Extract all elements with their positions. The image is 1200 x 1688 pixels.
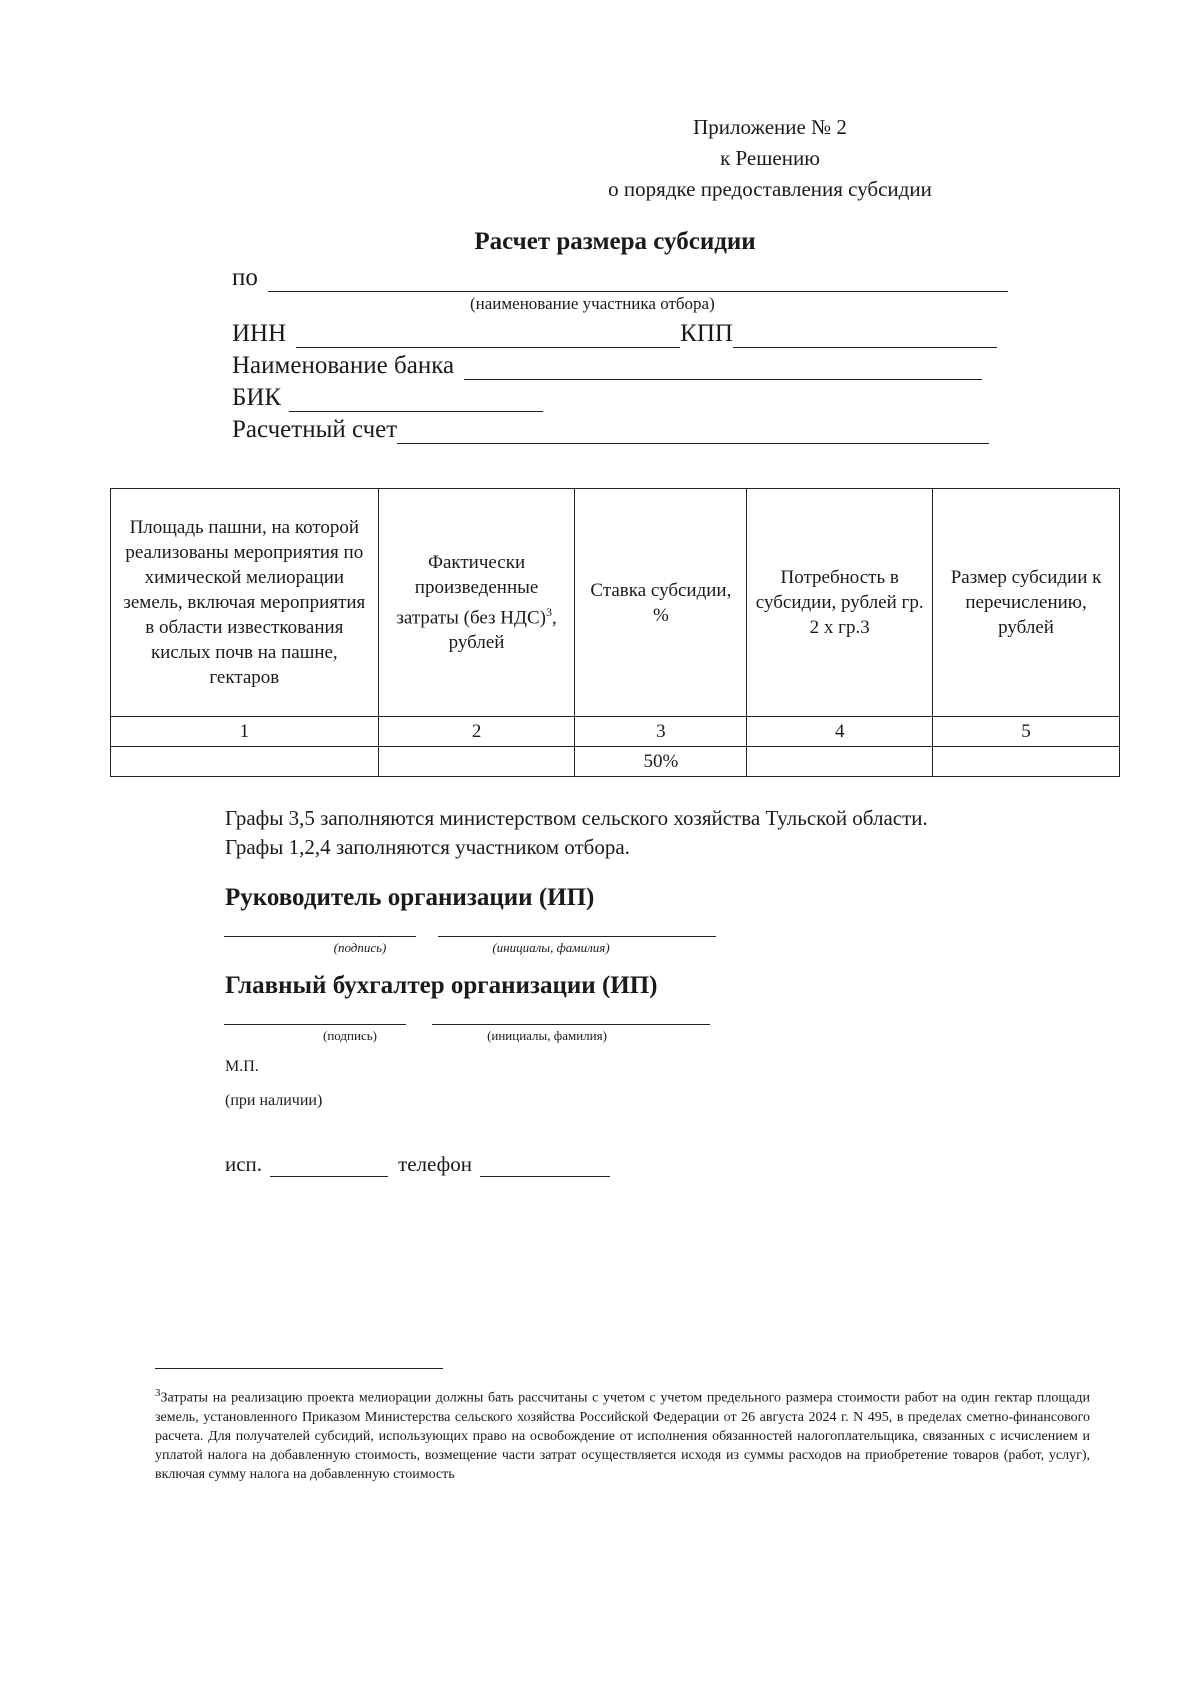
stamp-note: (при наличии) bbox=[225, 1092, 323, 1109]
bank-row bbox=[232, 352, 982, 380]
bik-row bbox=[232, 384, 543, 412]
cell-need[interactable] bbox=[747, 747, 933, 777]
note-line-2: Графы 1,2,4 заполняются участником отбора. bbox=[225, 835, 630, 859]
cell-rate: 50% bbox=[575, 747, 747, 777]
head-signature-caption: (подпись) bbox=[333, 940, 387, 955]
cell-amount bbox=[933, 747, 1120, 777]
footnote-text: Затраты на реализацию проекта мелиорации должны бать рассчитаны с учетом с учетом предельного размера стоимости работ на один гектар площади земель, установленного Приказом Министерства сельского хозяйства Российской Федерации от 26 августа 2024 г. N 495, в пределах сметно-финансового расчета. Для получателей субсидий, использующих право на освобождение от исполнения обязанностей налогоплательщика, связанных с исчислением и уплатой налога на добавленную стоимость, возмещение части затрат осуществляется исходя из суммы расходов на приобретение товаров (работ, услуг), включая сумму налога на добавленную стоимость bbox=[155, 1390, 1090, 1482]
bank-line[interactable] bbox=[464, 357, 982, 380]
column-number: 4 bbox=[747, 717, 933, 747]
head-name-caption: (инициалы, фамилия) bbox=[492, 940, 610, 955]
table-number-row bbox=[111, 717, 1120, 747]
column-number: 2 bbox=[378, 717, 575, 747]
column-number: 1 bbox=[111, 717, 379, 747]
cell-costs[interactable] bbox=[378, 747, 575, 777]
appendix-line-3: о порядке предоставления субсидии bbox=[608, 177, 932, 201]
header-rate: Ставка субсидии, % bbox=[575, 489, 747, 717]
accountant-signature-line[interactable] bbox=[224, 1024, 406, 1025]
header-costs-text: Фактически произведенные затраты (без НДС) bbox=[396, 551, 546, 629]
header-costs-unit: , рублей bbox=[448, 607, 557, 654]
inn-line[interactable] bbox=[296, 325, 680, 348]
header-area: Площадь пашни, на которой реализованы мероприятия по химической мелиорации земель, включая мероприятия в области известкования кислых почв на пашне, гектаров bbox=[111, 489, 379, 717]
stamp-label: М.П. bbox=[225, 1058, 259, 1075]
head-title: Руководитель организации (ИП) bbox=[225, 884, 595, 911]
bik-label: БИК bbox=[232, 384, 282, 411]
participant-prefix: по bbox=[232, 264, 258, 291]
note-line-1: Графы 3,5 заполняются министерством сельского хозяйства Тульской области. bbox=[225, 806, 928, 830]
kpp-label: КПП bbox=[680, 320, 733, 347]
cell-area[interactable] bbox=[111, 747, 379, 777]
table-data-row bbox=[111, 747, 1120, 777]
account-row bbox=[232, 416, 989, 444]
executor-line[interactable] bbox=[270, 1158, 388, 1177]
header-costs bbox=[378, 489, 575, 717]
footnote bbox=[155, 1384, 1090, 1484]
appendix-header bbox=[560, 112, 980, 205]
contact-row bbox=[225, 1152, 610, 1177]
column-number: 3 bbox=[575, 717, 747, 747]
phone-label: телефон bbox=[398, 1152, 472, 1176]
accountant-name-line[interactable] bbox=[432, 1024, 710, 1025]
account-line[interactable] bbox=[397, 421, 989, 444]
header-costs-footnote-mark: 3 bbox=[545, 604, 552, 619]
fill-notes bbox=[225, 804, 928, 862]
participant-name-line[interactable] bbox=[268, 269, 1008, 292]
accountant-name-caption: (инициалы, фамилия) bbox=[487, 1028, 607, 1043]
head-signature-line[interactable] bbox=[224, 936, 416, 937]
inn-kpp-row bbox=[232, 320, 997, 348]
footnote-separator bbox=[155, 1368, 443, 1369]
participant-row bbox=[232, 264, 1008, 292]
header-amount: Размер субсидии к перечислению, рублей bbox=[933, 489, 1120, 717]
bik-line[interactable] bbox=[289, 389, 543, 412]
head-name-line[interactable] bbox=[438, 936, 716, 937]
inn-label: ИНН bbox=[232, 320, 287, 347]
participant-hint: (наименование участника отбора) bbox=[470, 294, 715, 313]
table-header-row bbox=[111, 489, 1120, 717]
column-number: 5 bbox=[933, 717, 1120, 747]
header-need: Потребность в субсидии, рублей гр. 2 х гр.3 bbox=[747, 489, 933, 717]
accountant-signature-caption: (подпись) bbox=[323, 1028, 377, 1043]
subsidy-calculation-table bbox=[110, 488, 1120, 777]
phone-line[interactable] bbox=[480, 1158, 610, 1177]
appendix-line-2: к Решению bbox=[720, 146, 820, 170]
kpp-line[interactable] bbox=[733, 325, 997, 348]
document-title: Расчет размера субсидии bbox=[474, 228, 756, 255]
footnote-mark: 3 bbox=[155, 1387, 161, 1399]
executor-label: исп. bbox=[225, 1152, 263, 1176]
bank-label: Наименование банка bbox=[232, 352, 455, 379]
account-label: Расчетный счет bbox=[232, 416, 398, 443]
accountant-title: Главный бухгалтер организации (ИП) bbox=[225, 972, 658, 999]
appendix-line-1: Приложение № 2 bbox=[693, 115, 847, 139]
